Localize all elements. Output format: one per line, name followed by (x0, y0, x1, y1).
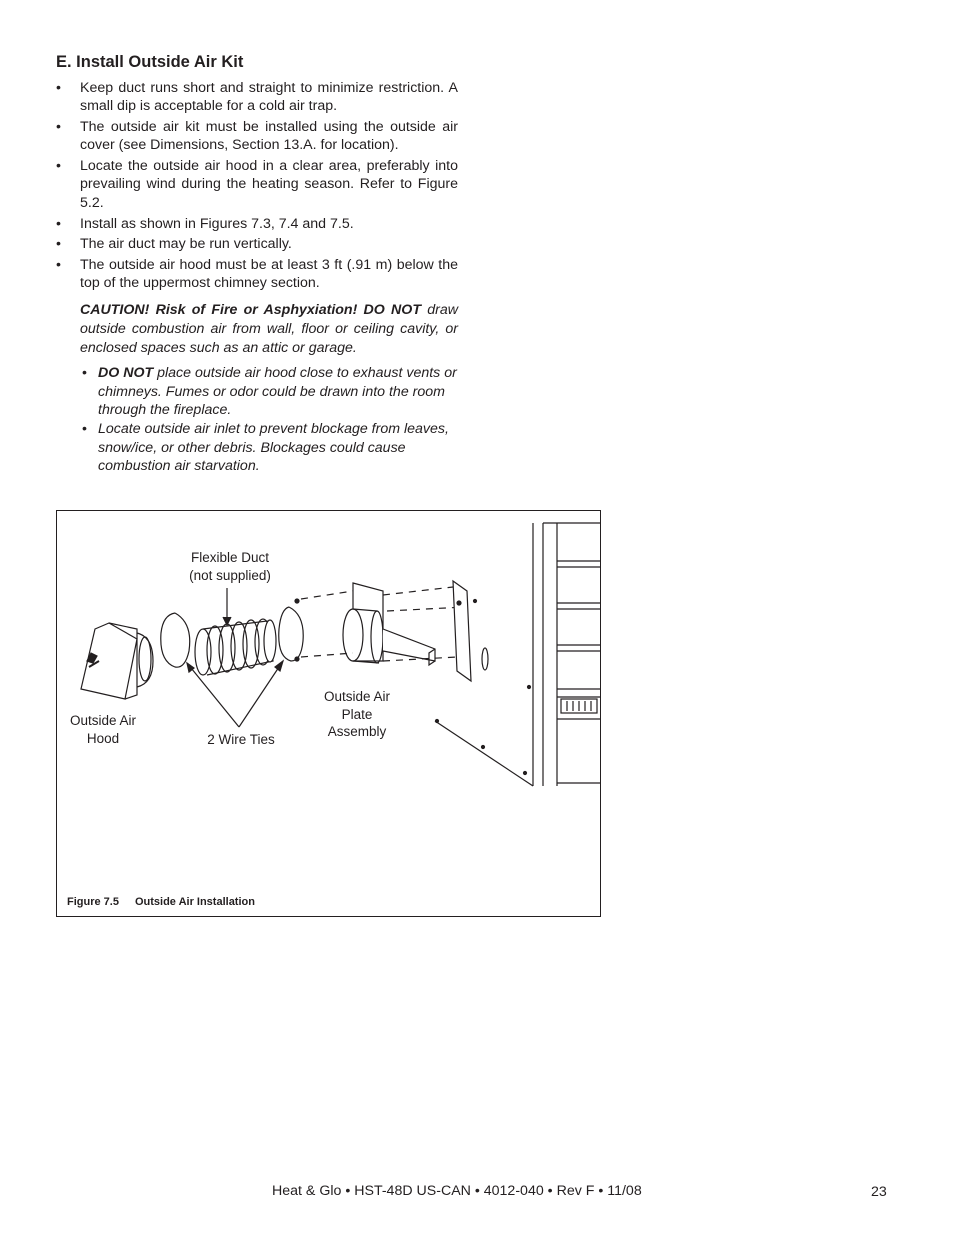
wall-panel-drawing (295, 581, 488, 681)
section-title: E. Install Outside Air Kit (56, 53, 244, 71)
list-item: • Keep duct runs short and straight to minimize restriction. A small dip is acceptable for a cold air trap. (56, 80, 458, 115)
list-item: • The outside air kit must be installed using the outside air cover (see Dimensions, Section 13.A. for location). (56, 119, 458, 154)
list-item: • The outside air hood must be at least 3 ft (.91 m) below the top of the uppermost chimney section. (56, 257, 458, 292)
outside-air-hood-drawing (81, 623, 153, 699)
instruction-list (56, 79, 458, 295)
list-item: • Install as shown in Figures 7.3, 7.4 and 7.5. (56, 215, 354, 232)
page-number: 23 (871, 1184, 887, 1200)
caption-title: Outside Air Installation (134, 896, 255, 908)
caution-item: • Locate outside air inlet to prevent blockage from leaves, snow/ice, or other debris. Blockages could cause combustion air starvation. (82, 421, 449, 474)
flexible-duct-drawing (195, 619, 276, 675)
figure-7-5 (56, 510, 601, 917)
flexible-duct-label: Flexible Duct (not supplied) (189, 550, 271, 583)
list-item: • Locate the outside air hood in a clear area, preferably into prevailing wind during the heating season. Refer to Figure 5.2. (56, 158, 458, 211)
wire-tie-right (279, 607, 303, 661)
caution-lead: CAUTION! Risk of Fire or Asphyxiation! DO NOT (80, 302, 421, 318)
figure-caption (67, 896, 255, 908)
outside-air-hood-label: Outside Air Hood (69, 713, 137, 746)
caution-item: • DO NOT place outside air hood close to exhaust vents or chimneys. Fumes or odor could be drawn into the room through the fireplace. (82, 365, 457, 418)
caution-warning (80, 301, 458, 358)
list-item: • The air duct may be run vertically. (56, 236, 292, 253)
wire-ties-label: 2 Wire Ties (207, 732, 275, 747)
plate-assembly-label: Outside Air Plate Assembly (323, 689, 391, 739)
page-footer: Heat & Glo • HST-48D US-CAN • 4012-040 • Rev F • 11/08 (272, 1183, 642, 1199)
caption-number: Figure 7.5 (67, 896, 119, 908)
outside-air-plate-assembly-drawing (343, 583, 435, 665)
caution-list (80, 364, 460, 476)
caution-text: draw outside combustion air from wall, floor or ceiling cavity, or enclosed spaces such as an attic or garage. (80, 302, 458, 356)
wire-tie-left (161, 613, 190, 667)
